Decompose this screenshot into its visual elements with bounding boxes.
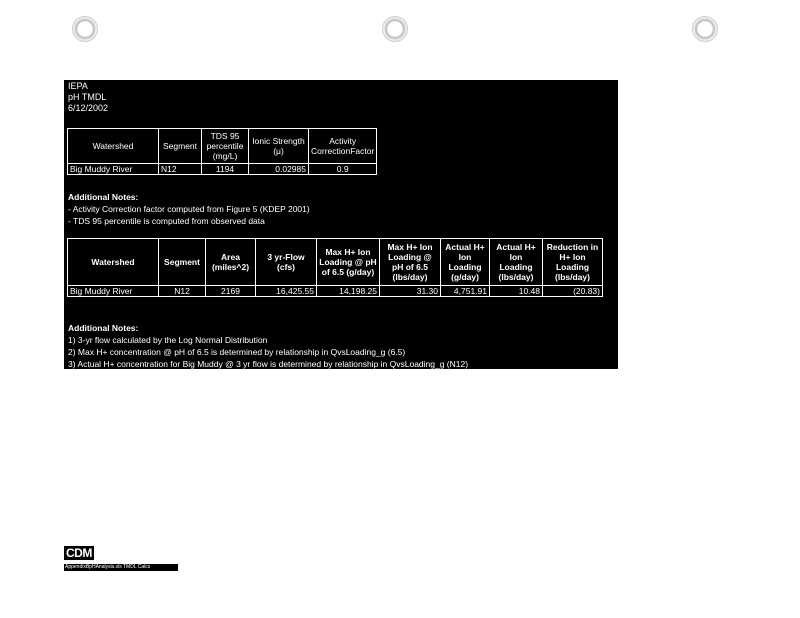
notes-title: Additional Notes:: [68, 192, 139, 202]
col-header: Reduction in H+ Ion Loading (lbs/day): [543, 239, 603, 286]
cell-watershed: Big Muddy River: [68, 164, 159, 175]
cdm-logo: [64, 544, 178, 571]
table-header-row: [68, 239, 603, 286]
col-header: Watershed: [68, 129, 159, 164]
cell-ionic-strength: 0.02985: [249, 164, 309, 175]
file-path-bar: AppendixBpHAnalysis.xls TMDL Calcs: [64, 564, 178, 571]
col-header: Actual H+ Ion Loading (lbs/day): [490, 239, 543, 286]
col-header: TDS 95 percentile (mg/L): [202, 129, 249, 164]
spreadsheet-page: [64, 80, 618, 369]
cell-watershed: Big Muddy River: [68, 286, 159, 297]
cell-max-g: 14,198.25: [317, 286, 380, 297]
col-header: Ionic Strength (μ): [249, 129, 309, 164]
col-header: Segment: [159, 239, 206, 286]
table-row: [68, 286, 603, 297]
col-header: Segment: [159, 129, 202, 164]
cell-max-lbs: 31.30: [380, 286, 441, 297]
notes-title: Additional Notes:: [68, 323, 139, 333]
col-header: Watershed: [68, 239, 159, 286]
col-header: Actual H+ Ion Loading (g/day): [441, 239, 490, 286]
header-agency: IEPA: [68, 81, 88, 91]
cell-actual-g: 4,751.91: [441, 286, 490, 297]
cell-area: 2169: [206, 286, 256, 297]
header-date: 6/12/2002: [68, 103, 109, 113]
note-item: 2) Max H+ concentration @ pH of 6.5 is determined by relationship in QvsLoading_g (6.5): [68, 347, 406, 357]
cell-tds: 1194: [202, 164, 249, 175]
header-title: pH TMDL: [68, 92, 107, 102]
additional-notes-2: [68, 322, 468, 370]
table-header-row: [68, 129, 377, 164]
cell-flow: 16,425.55: [256, 286, 317, 297]
cell-activity-factor: 0.9: [309, 164, 377, 175]
note-item: 1) 3-yr flow calculated by the Log Normal Distribution: [68, 335, 268, 345]
note-item: - TDS 95 percentile is computed from observed data: [68, 216, 265, 226]
activity-correction-table: [67, 128, 377, 175]
col-header: Area (miles^2): [206, 239, 256, 286]
cell-segment: N12: [159, 286, 206, 297]
additional-notes-1: [68, 191, 310, 227]
note-item: - Activity Correction factor computed from Figure 5 (KDEP 2001): [68, 204, 310, 214]
col-header: Max H+ Ion Loading @ pH of 6.5 (lbs/day): [380, 239, 441, 286]
table-row: [68, 164, 377, 175]
binder-hole-center: [382, 16, 408, 42]
document-header: [68, 81, 108, 114]
cell-reduction: (20.83): [543, 286, 603, 297]
h-ion-loading-table: [67, 238, 603, 297]
cell-actual-lbs: 10.48: [490, 286, 543, 297]
note-item: 3) Actual H+ concentration for Big Muddy @ 3 yr flow is determined by relationship in QvsLoading_g (N12): [68, 359, 469, 369]
cell-segment: N12: [159, 164, 202, 175]
binder-hole-left: [72, 16, 98, 42]
col-header: Activity CorrectionFactor: [309, 129, 377, 164]
binder-hole-right: [692, 16, 718, 42]
col-header: Max H+ Ion Loading @ pH of 6.5 (g/day): [317, 239, 380, 286]
logo-mark: CDM: [66, 546, 92, 560]
col-header: 3 yr-Flow (cfs): [256, 239, 317, 286]
